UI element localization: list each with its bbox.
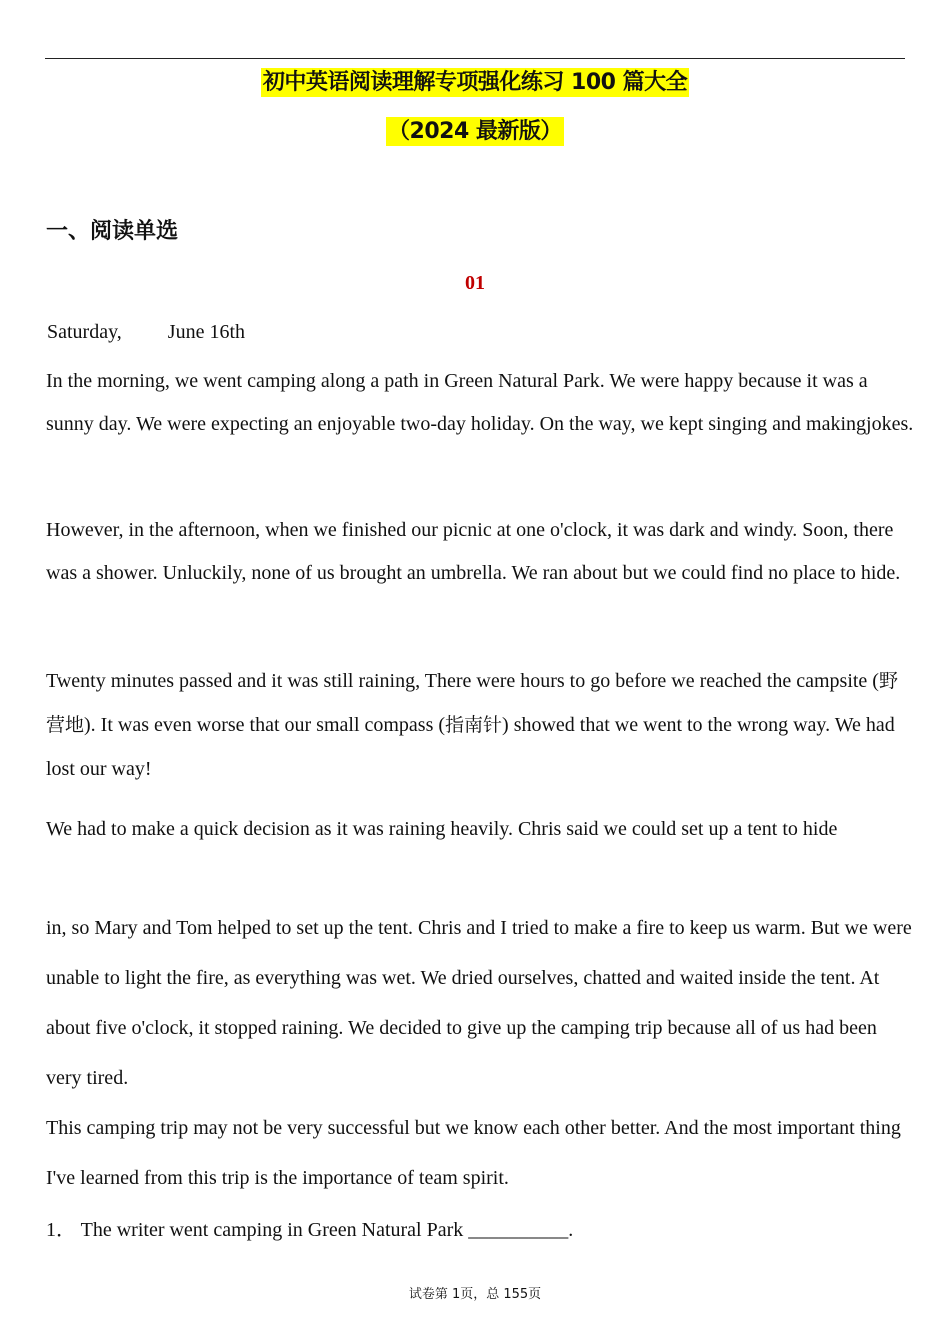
date-month-day: June 16th: [167, 321, 246, 343]
paragraph-3-part-b: ). It was even worse that our small compass (: [84, 714, 446, 736]
date-day: Saturday,: [47, 321, 122, 343]
page-footer: 试卷第 1页，总 155页: [408, 1287, 542, 1302]
document-title: 初中英语阅读理解专项强化练习 100 篇大全: [262, 70, 688, 95]
paragraph-6: This camping trip may not be very successful but we know each other better. And the most important thing I've learned from this trip is the importance of team spirit.: [46, 1117, 901, 1189]
paragraph-3-part-c: ) showed that we went to the wrong way. We had lost our way!: [46, 714, 895, 780]
title-row: [0, 64, 950, 102]
paragraph-3-chinese-gloss-1: 野营地: [46, 670, 898, 736]
paragraph-3: [46, 659, 916, 791]
paragraph-3-part-a: Twenty minutes passed and it was still raining, There were hours to go before we reached the campsite (: [46, 670, 879, 692]
paragraph-5: in, so Mary and Tom helped to set up the tent. Chris and I tried to make a fire to keep us warm. But we were unable to light the fire, as everything was wet. We dried ourselves, chatted and waited inside the tent. At about five o'clock, it stopped raining. We decided to give up the camping trip because all of us had been very tired.: [46, 917, 912, 1089]
passage-date: [47, 321, 245, 344]
question-text: The writer went camping in Green Natural Park __________.: [80, 1219, 574, 1241]
paragraph-3-chinese-gloss-2: 指南针: [445, 714, 503, 736]
paragraph-1: In the morning, we went camping along a path in Green Natural Park. We were happy because it was a sunny day. We were expecting an enjoyable two-day holiday. On the way, we kept singing and makingjokes.: [46, 370, 914, 435]
paragraph-2: However, in the afternoon, when we finished our picnic at one o'clock, it was dark and windy. Soon, there was a shower. Unluckily, none of us brought an umbrella. We ran about but we could find no place to hide.: [46, 519, 901, 584]
question-1: [46, 1212, 573, 1248]
section-heading: 一、阅读单选: [46, 219, 179, 244]
header-rule: [45, 58, 905, 59]
question-number: 1．: [46, 1219, 76, 1241]
passage-number: 01: [465, 272, 485, 294]
subtitle-row: [0, 113, 950, 151]
document-subtitle: （2024 最新版）: [388, 119, 562, 144]
paragraph-4: We had to make a quick decision as it was raining heavily. Chris said we could set up a tent to hide: [46, 818, 838, 840]
